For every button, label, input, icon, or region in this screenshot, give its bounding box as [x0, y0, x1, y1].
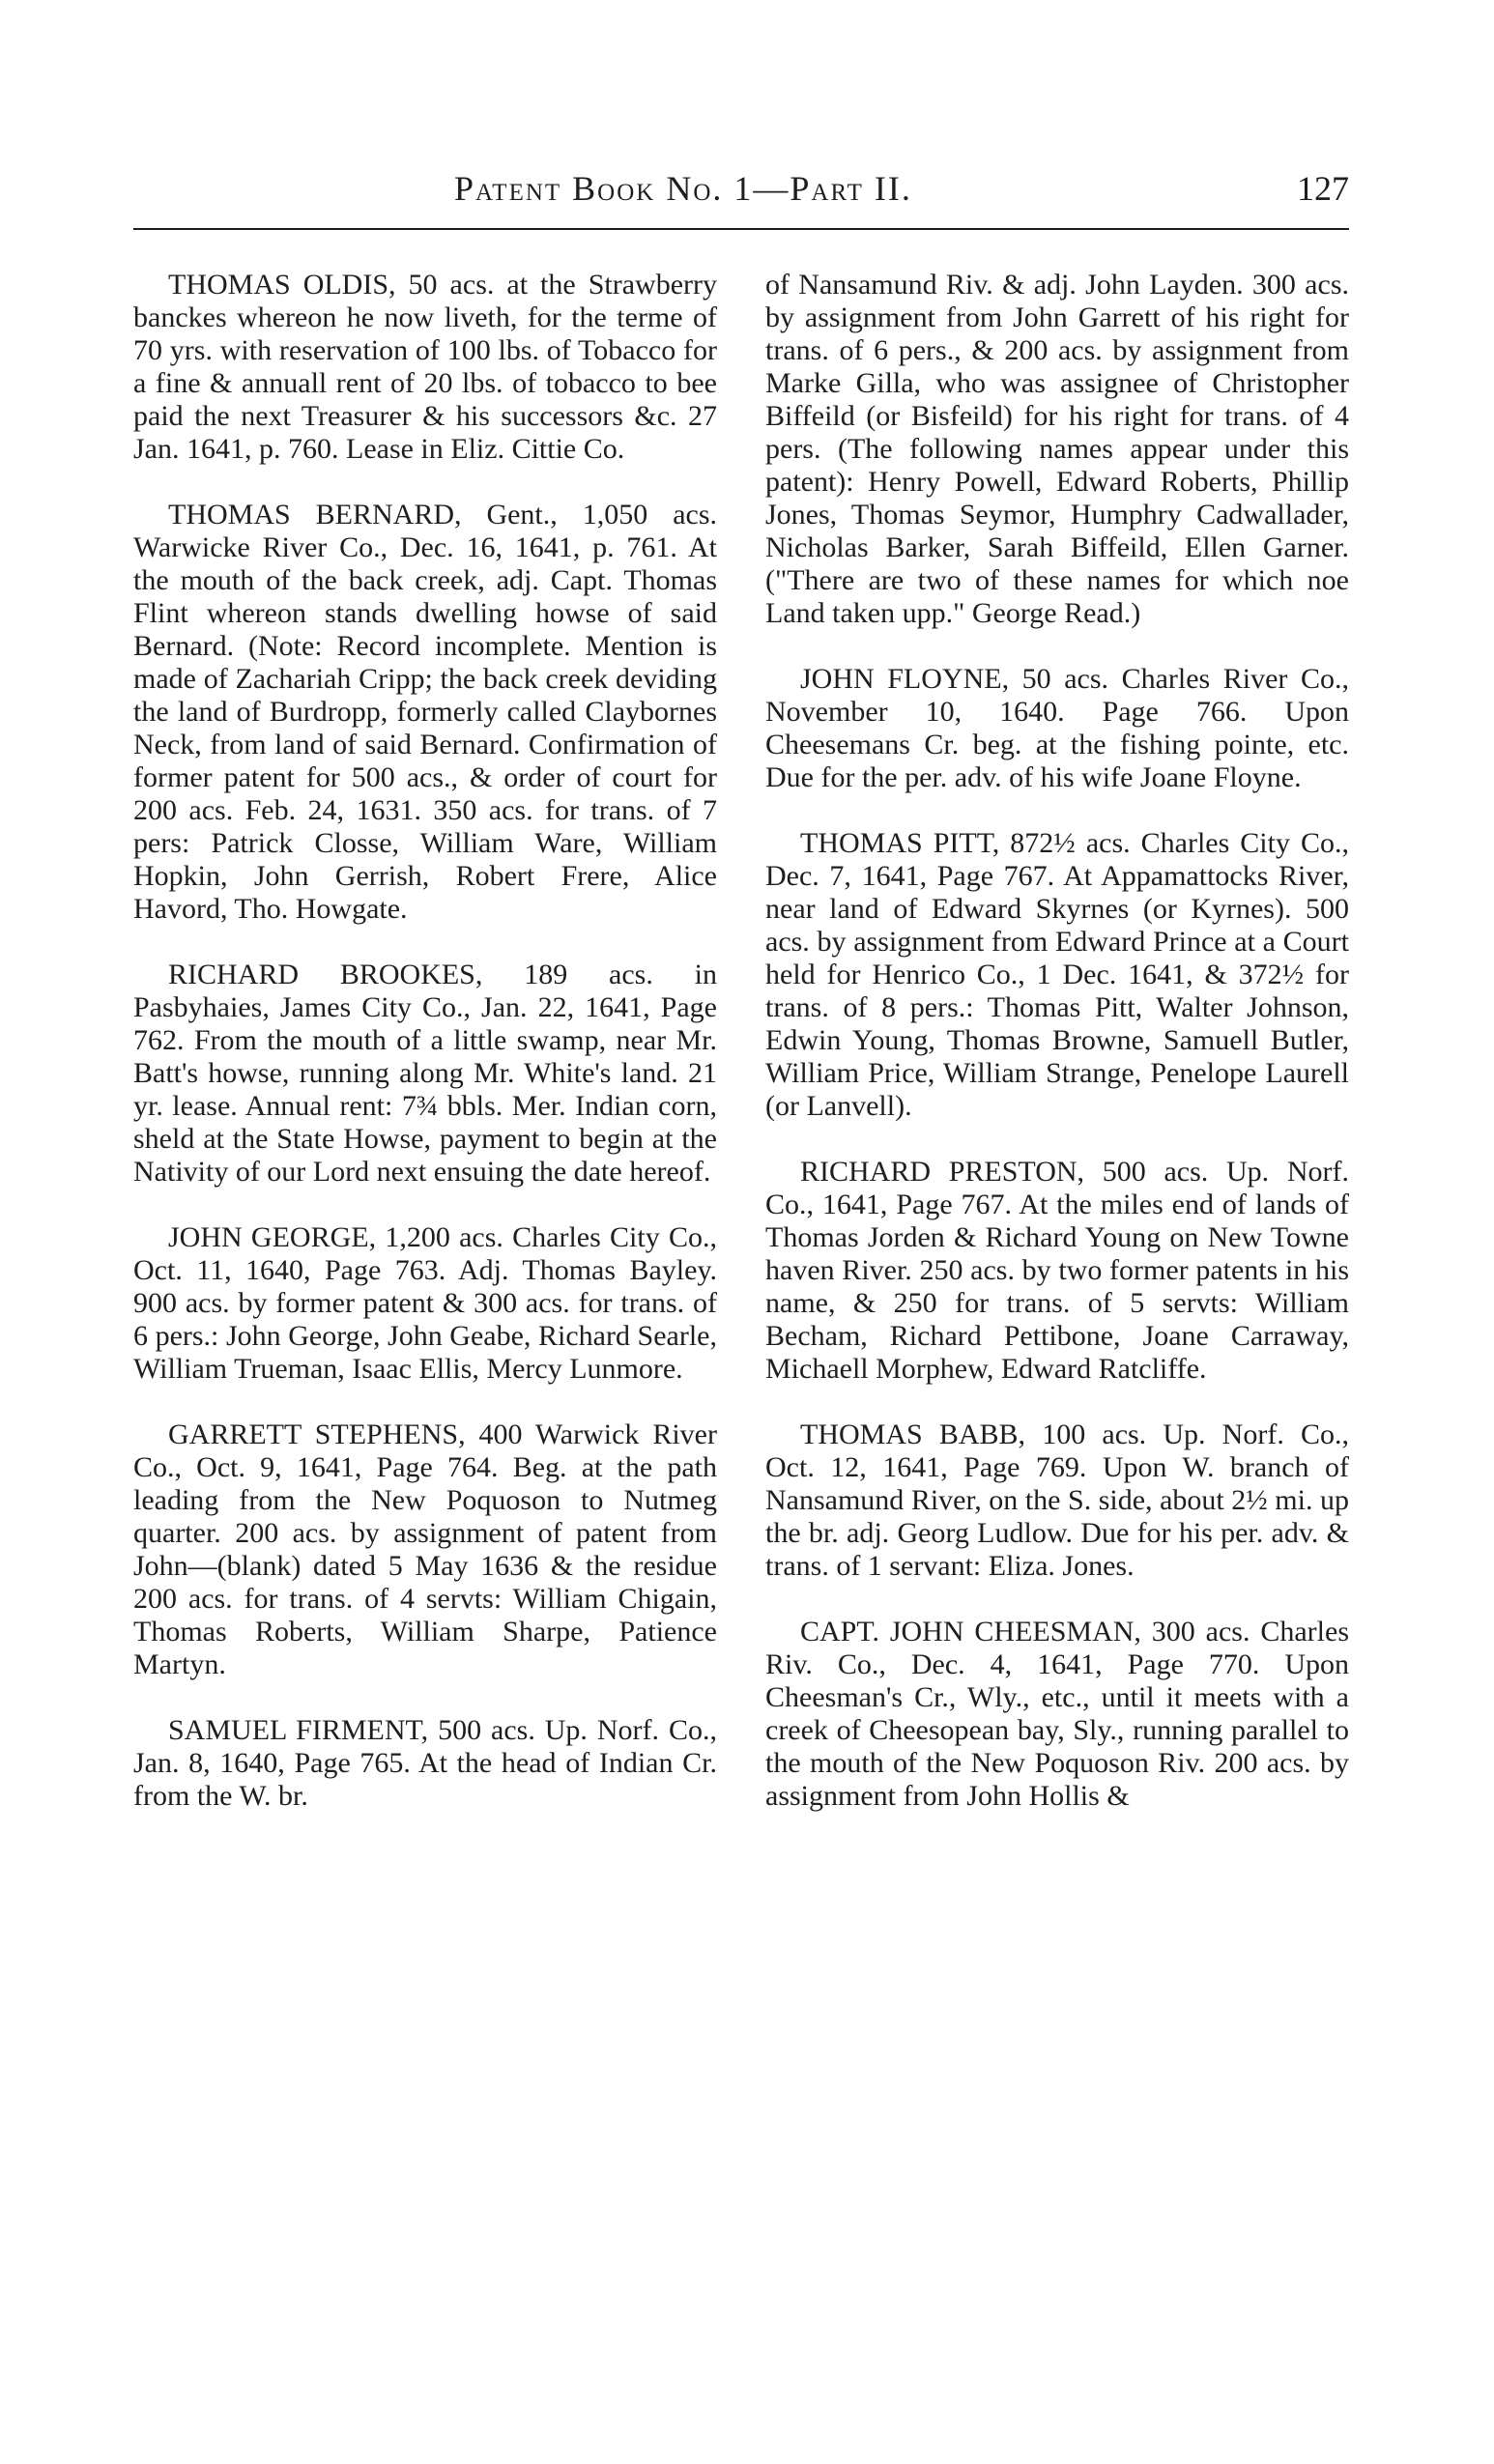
left-column	[133, 269, 717, 1846]
entry-thomas-bernard: THOMAS BERNARD, Gent., 1,050 acs. Warwicke River Co., Dec. 16, 1641, p. 761. At the mouth of the back creek, adj. Capt. Thomas Flint whereon stands dwelling howse of said Bernard. (Note: Record incomplete. Mention is made of Zachariah Cripp; the back creek deviding the land of Burdropp, formerly called Claybornes Neck, from land of said Bernard. Confirmation of former patent for 500 acs., & order of court for 200 acs. Feb. 24, 1631. 350 acs. for trans. of 7 pers: Patrick Closse, William Ware, William Hopkin, John Gerrish, Robert Frere, Alice Havord, Tho. Howgate.	[133, 499, 717, 925]
entry-richard-brookes: RICHARD BROOKES, 189 acs. in Pasbyhaies, James City Co., Jan. 22, 1641, Page 762. From the mouth of a little swamp, near Mr. Batt's howse, running along Mr. White's land. 21 yr. lease. Annual rent: 7¾ bbls. Mer. Indian corn, sheld at the State Howse, payment to begin at the Nativity of our Lord next ensuing the date hereof.	[133, 959, 717, 1188]
entry-john-floyne: JOHN FLOYNE, 50 acs. Charles River Co., November 10, 1640. Page 766. Upon Cheesemans Cr. beg. at the fishing pointe, etc. Due for the per. adv. of his wife Joane Floyne.	[765, 663, 1349, 793]
entry-john-george: JOHN GEORGE, 1,200 acs. Charles City Co., Oct. 11, 1640, Page 763. Adj. Thomas Bayley. 900 acs. by former patent & 300 acs. for trans. of 6 pers.: John George, John Geabe, Richard Searle, William Trueman, Isaac Ellis, Mercy Lunmore.	[133, 1221, 717, 1385]
entry-thomas-pitt: THOMAS PITT, 872½ acs. Charles City Co., Dec. 7, 1641, Page 767. At Appamattocks River, near land of Edward Skyrnes (or Kyrnes). 500 acs. by assignment from Edward Prince at a Court held for Henrico Co., 1 Dec. 1641, & 372½ for trans. of 8 pers.: Thomas Pitt, Walter Johnson, Edwin Young, Thomas Browne, Samuell Butler, William Price, William Strange, Penelope Laurell (or Lanvell).	[765, 827, 1349, 1122]
entry-richard-preston: RICHARD PRESTON, 500 acs. Up. Norf. Co., 1641, Page 767. At the miles end of lands of Thomas Jorden & Richard Young on New Towne haven River. 250 acs. by two former patents in his name, & 250 for trans. of 5 servts: William Becham, Richard Pettibone, Joane Carraway, Michaell Morphew, Edward Ratcliffe.	[765, 1156, 1349, 1385]
page-header	[133, 164, 1349, 222]
header-rule	[133, 228, 1349, 230]
running-title: Patent Book No. 1—Part II.	[454, 169, 912, 208]
entry-garrett-stephens: GARRETT STEPHENS, 400 Warwick River Co., Oct. 9, 1641, Page 764. Beg. at the path leading from the New Poquoson to Nutmeg quarter. 200 acs. by assignment of patent from John—(blank) dated 5 May 1636 & the residue 200 acs. for trans. of 4 servts: William Chigain, Thomas Roberts, William Sharpe, Patience Martyn.	[133, 1418, 717, 1680]
entry-capt-john-cheesman: CAPT. JOHN CHEESMAN, 300 acs. Charles Riv. Co., Dec. 4, 1641, Page 770. Upon Cheesman's Cr., Wly., etc., until it meets with a creek of Cheesopean bay, Sly., running parallel to the mouth of the New Poquoson Riv. 200 acs. by assignment from John Hollis &	[765, 1616, 1349, 1812]
page-number: 127	[1297, 169, 1349, 208]
entry-samuel-firment: SAMUEL FIRMENT, 500 acs. Up. Norf. Co., Jan. 8, 1640, Page 765. At the head of Indian Cr. from the W. br.	[133, 1714, 717, 1812]
entry-thomas-oldis: THOMAS OLDIS, 50 acs. at the Strawberry banckes whereon he now liveth, for the terme of 70 yrs. with reservation of 100 lbs. of Tobacco for a fine & annuall rent of 20 lbs. of tobacco to bee paid the next Treasurer & his successors &c. 27 Jan. 1641, p. 760. Lease in Eliz. Cittie Co.	[133, 269, 717, 465]
entry-samuel-firment-continued: of Nansamund Riv. & adj. John Layden. 300 acs. by assignment from John Garrett of his right for trans. of 6 pers., & 200 acs. by assignment from Marke Gilla, who was assignee of Christopher Biffeild (or Bisfeild) for his right for trans. of 4 pers. (The following names appear under this patent): Henry Powell, Edward Roberts, Phillip Jones, Thomas Seymor, Humphry Cadwallader, Nicholas Barker, Sarah Biffeild, Ellen Garner. ("There are two of these names for which noe Land taken upp." George Read.)	[765, 269, 1349, 629]
entry-thomas-babb: THOMAS BABB, 100 acs. Up. Norf. Co., Oct. 12, 1641, Page 769. Upon W. branch of Nansamund River, on the S. side, about 2½ mi. up the br. adj. Georg Ludlow. Due for his per. adv. & trans. of 1 servant: Eliza. Jones.	[765, 1418, 1349, 1582]
right-column	[765, 269, 1349, 1846]
